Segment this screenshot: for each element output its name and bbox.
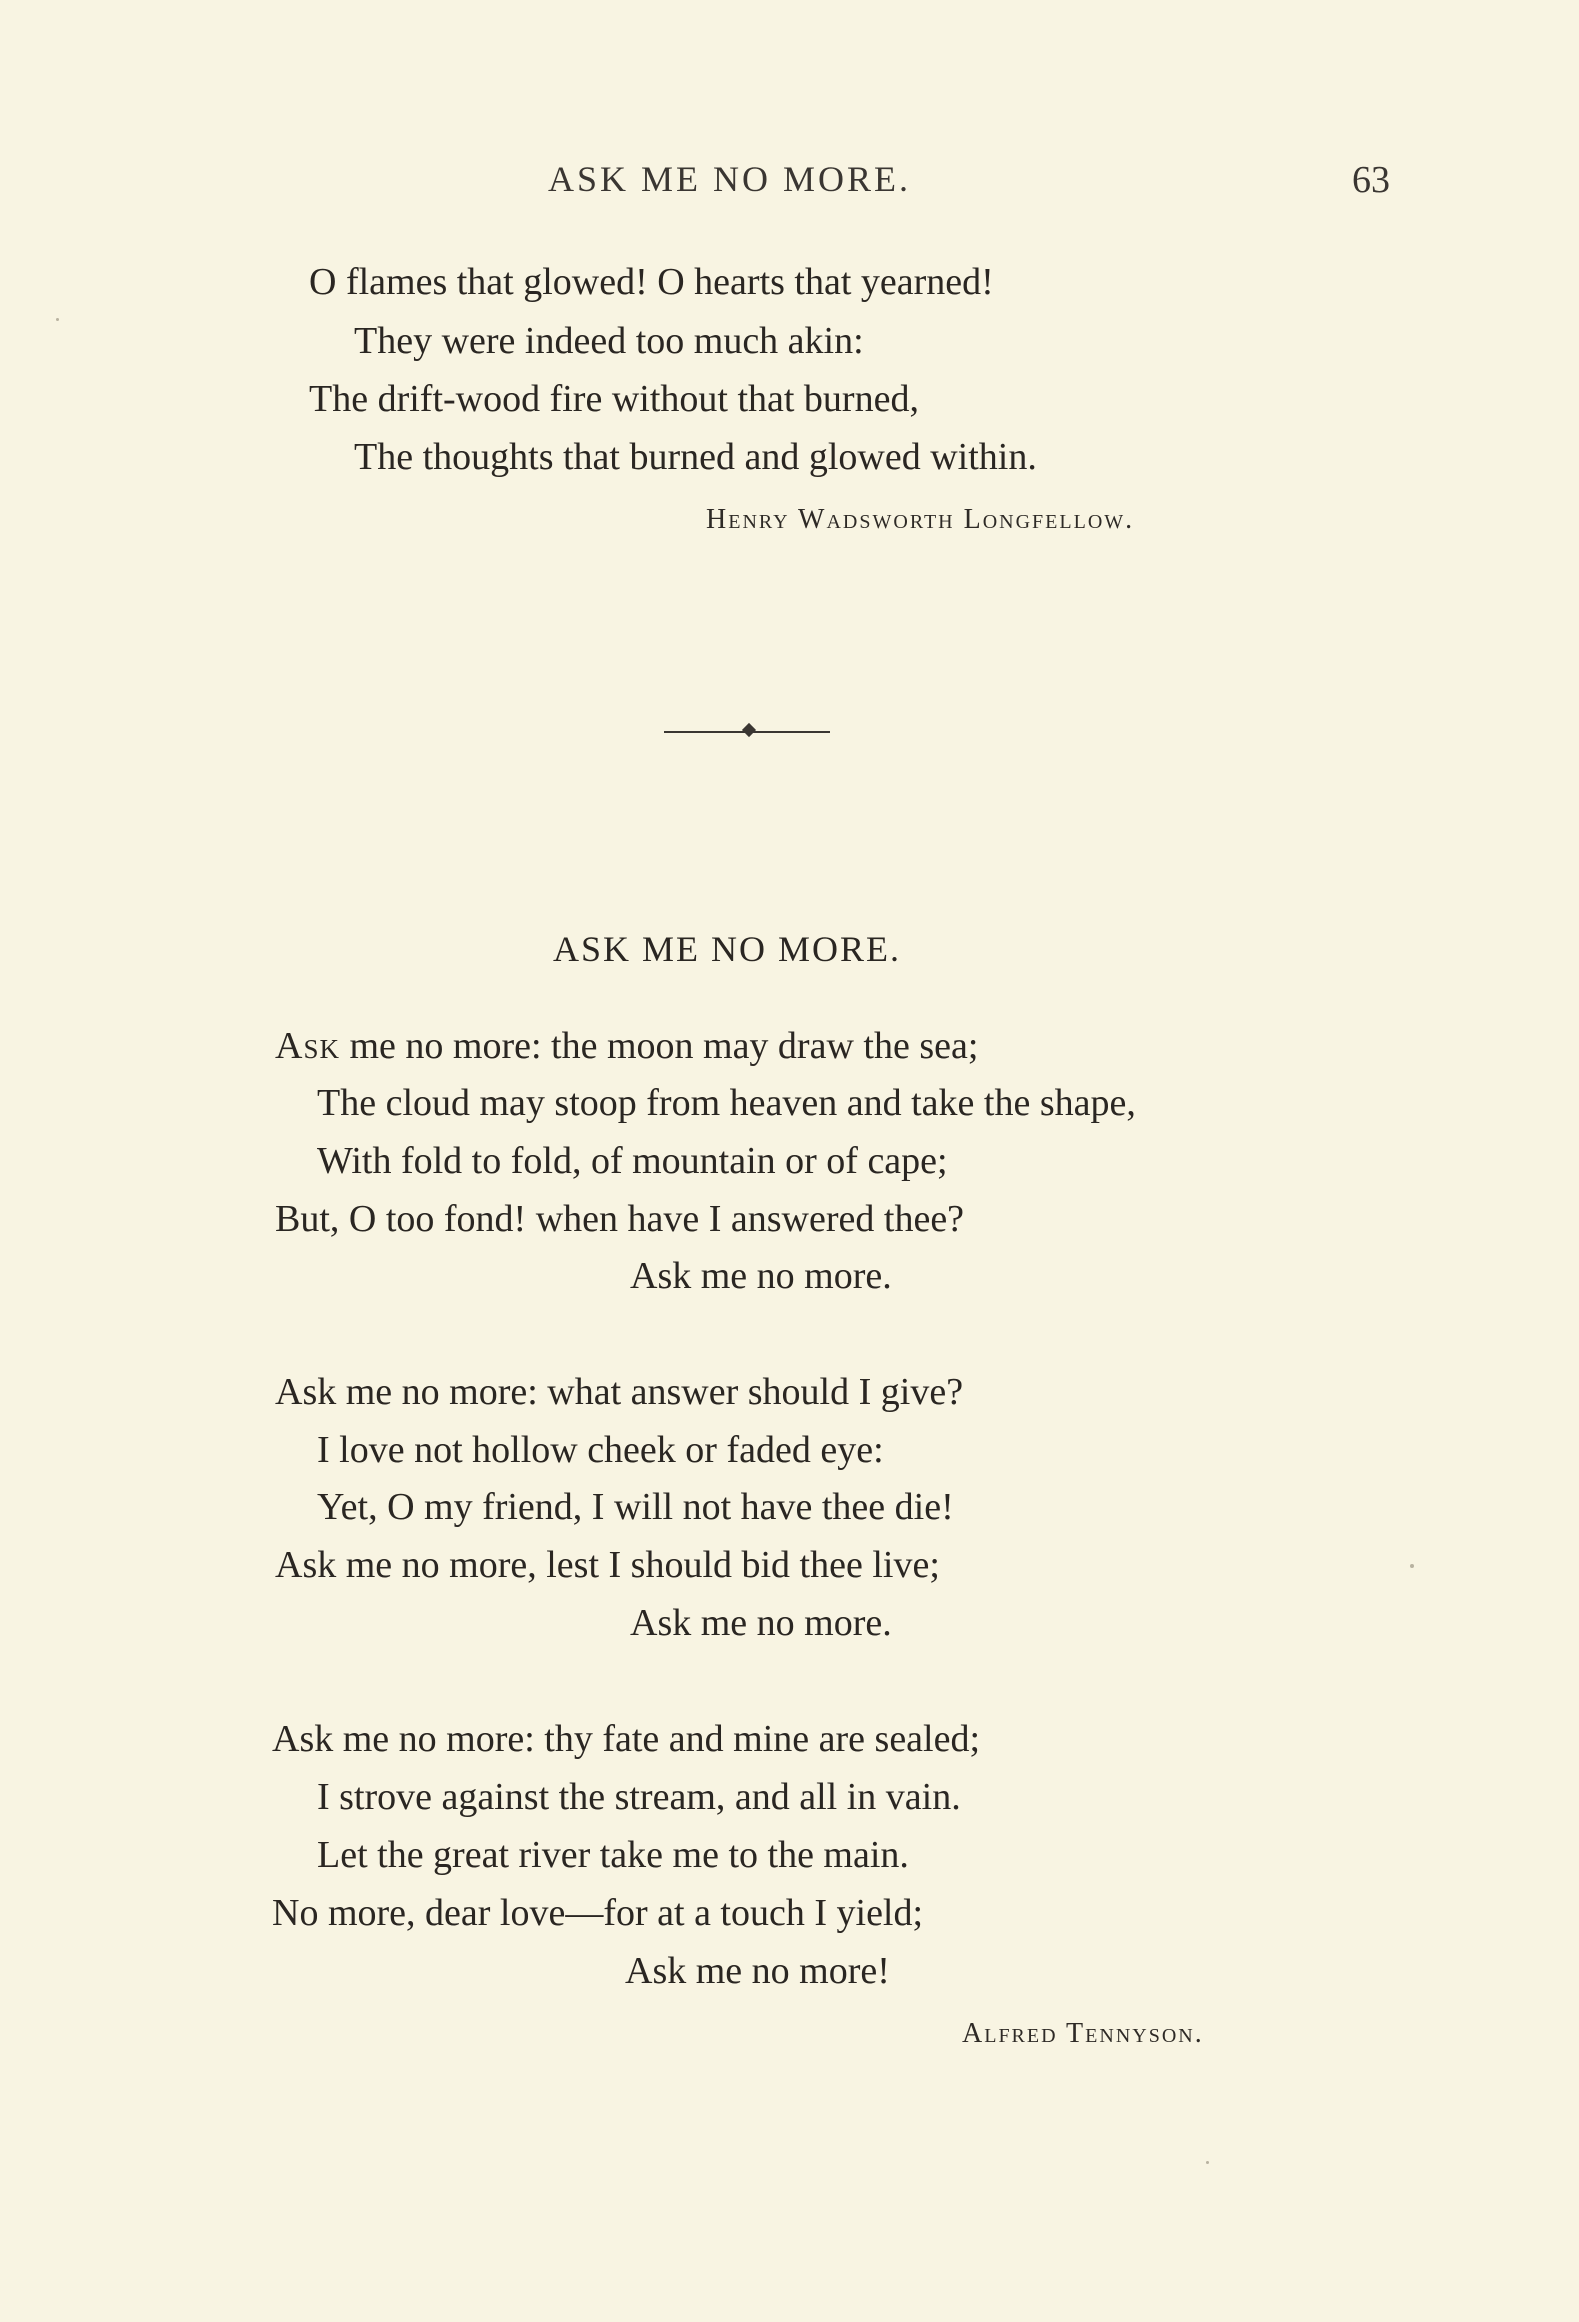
verse-line: I strove against the stream, and all in vain. — [317, 1776, 961, 1818]
verse-line: I love not hollow cheek or faded eye: — [317, 1429, 884, 1471]
verse-line: Yet, O my friend, I will not have thee die! — [317, 1486, 954, 1528]
verse-line: Let the great river take me to the main. — [317, 1834, 909, 1876]
verse-line: But, O too fond! when have I answered thee? — [275, 1198, 965, 1240]
page-number: 63 — [1352, 159, 1390, 201]
verse-line: No more, dear love—for at a touch I yield; — [272, 1892, 924, 1934]
paper-speck — [1410, 1564, 1414, 1568]
running-head: ASK ME NO MORE. — [548, 159, 912, 199]
verse-line — [275, 1027, 978, 1065]
ornament-divider — [664, 731, 830, 737]
refrain-line: Ask me no more. — [630, 1255, 892, 1297]
diamond-ornament-icon — [742, 723, 756, 737]
verse-line: Ask me no more: thy fate and mine are sealed; — [272, 1718, 981, 1760]
verse-line: With fold to fold, of mountain or of cape; — [317, 1140, 948, 1182]
verse-line-rest: me no more: the moon may draw the sea; — [339, 1025, 979, 1067]
verse-line: O flames that glowed! O hearts that yearned! — [309, 261, 994, 303]
verse-line: They were indeed too much akin: — [354, 320, 864, 362]
refrain-line: Ask me no more. — [630, 1602, 892, 1644]
attribution-tennyson: Alfred Tennyson. — [962, 2018, 1204, 2049]
verse-line: The drift-wood fire without that burned, — [309, 378, 919, 420]
verse-line: Ask me no more: what answer should I give? — [275, 1371, 964, 1413]
verse-line: The thoughts that burned and glowed within. — [354, 436, 1037, 478]
paper-speck — [56, 318, 59, 321]
verse-line: The cloud may stoop from heaven and take the shape, — [317, 1082, 1136, 1124]
initial-word: Ask — [275, 1025, 340, 1067]
refrain-line: Ask me no more! — [625, 1950, 890, 1992]
attribution-longfellow: Henry Wadsworth Longfellow. — [706, 504, 1135, 535]
poem-title: ASK ME NO MORE. — [553, 929, 902, 969]
verse-line: Ask me no more, lest I should bid thee live; — [275, 1544, 940, 1586]
paper-speck — [1206, 2161, 1209, 2164]
